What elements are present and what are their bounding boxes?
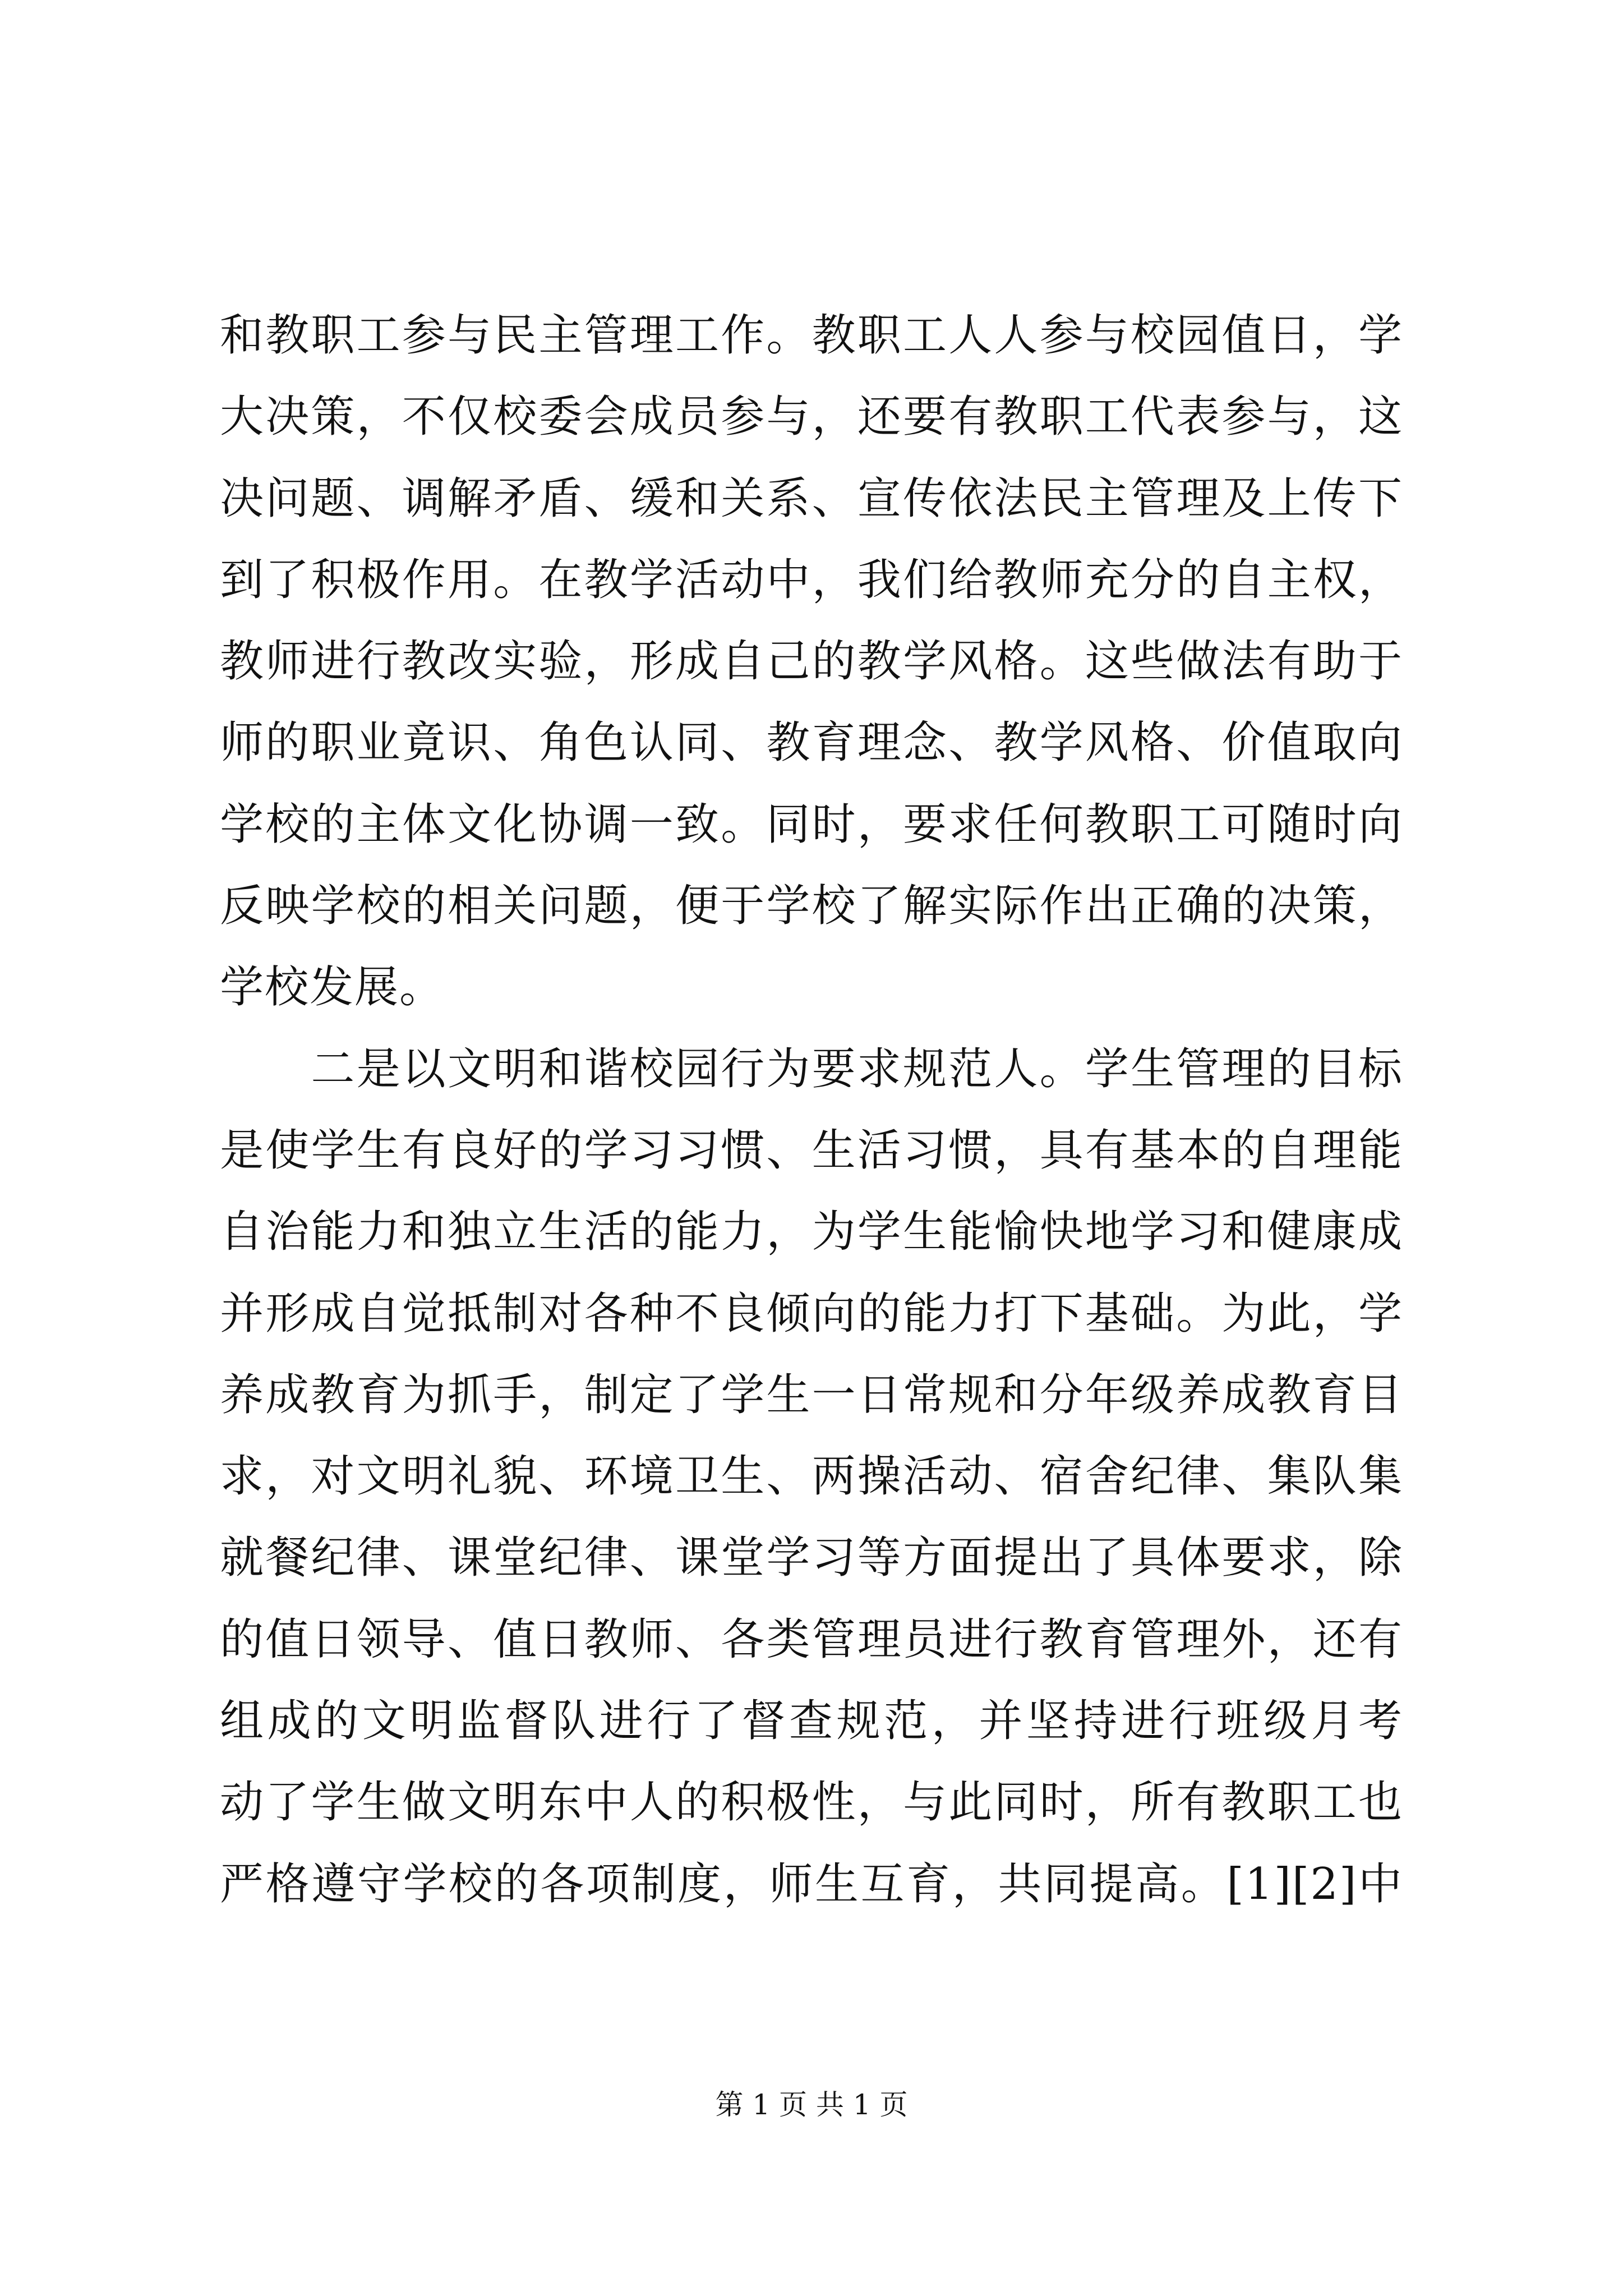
text-line: 教师进行教改实验，形成自己的教学风格。这些做法有助于 — [220, 636, 1403, 687]
text-line: 养成教育为抓手，制定了学生一日常规和分年级养成教育目 — [220, 1369, 1403, 1420]
paragraph-start-line: 二是以文明和谐校园行为要求规范人。学生管理的目标 — [311, 1043, 1403, 1094]
page-footer — [0, 2082, 1623, 2123]
text-line: 是使学生有良好的学习习惯、生活习惯，具有基本的自理能 — [220, 1125, 1403, 1176]
text-line: 就餐纪律、课堂纪律、课堂学习等方面提出了具体要求，除 — [220, 1533, 1403, 1584]
text-line: 动了学生做文明东中人的积极性，与此同时，所有教职工也 — [220, 1777, 1403, 1828]
text-line: 和教职工参与民主管理工作。教职工人人参与校园值日，学 — [220, 310, 1403, 361]
text-line: 反映学校的相关问题，便于学校了解实际作出正确的决策， — [220, 881, 1403, 932]
text-line: 严格遵守学校的各项制度，师生互育，共同提高。[1][2]中 — [220, 1858, 1403, 1910]
text-line: 学校发展。 — [220, 962, 445, 1013]
text-line: 的值日领导、值日教师、各类管理员进行教育管理外，还有 — [220, 1614, 1403, 1665]
text-line: 自治能力和独立生活的能力，为学生能愉快地学习和健康成 — [220, 1207, 1403, 1258]
body-text — [220, 295, 1403, 1925]
text-line: 大决策，不仅校委会成员参与，还要有教职工代表参与，这 — [220, 392, 1403, 443]
text-line: 到了积极作用。在教学活动中，我们给教师充分的自主权， — [220, 554, 1403, 605]
page-number-label: 第 1 页 共 1 页 — [715, 2088, 908, 2121]
text-line: 组成的文明监督队进行了督查规范，并坚持进行班级月考 — [220, 1696, 1403, 1747]
text-line: 并形成自觉抵制对各种不良倾向的能力打下基础。为此，学 — [220, 1288, 1403, 1339]
text-line: 师的职业竟识、角色认同、教育理念、教学风格、价值取向 — [220, 717, 1403, 769]
text-line: 求，对文明礼貌、环境卫生、两操活动、宿舍纪律、集队集 — [220, 1451, 1403, 1502]
text-line: 决问题、调解矛盾、缓和关系、宣传依法民主管理及上传下 — [220, 473, 1403, 524]
text-line: 学校的主体文化协调一致。同时，要求任何教职工可随时向 — [220, 799, 1403, 850]
